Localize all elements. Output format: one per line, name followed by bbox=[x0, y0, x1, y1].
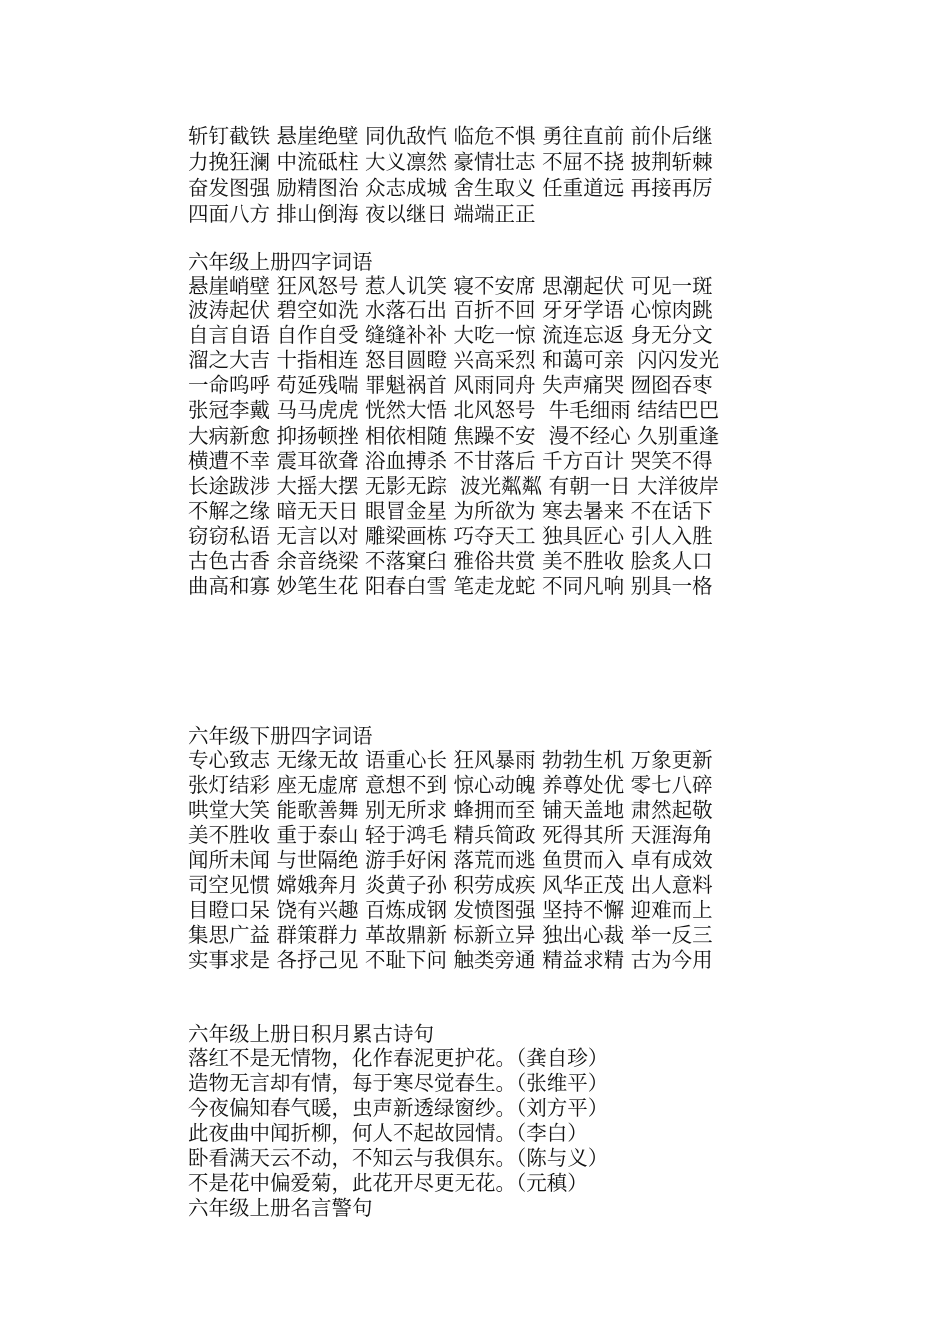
idiom-line: 自言自语 自作自受 缝缝补补 大吃一惊 流连忘返 身无分文 bbox=[188, 323, 713, 347]
idiom-line: 目瞪口呆 饶有兴趣 百炼成钢 发愤图强 坚持不懈 迎难而上 bbox=[188, 898, 713, 922]
idiom-line: 实事求是 各抒己见 不耻下问 触类旁通 精益求精 古为今用 bbox=[188, 948, 713, 972]
idiom-line: 溜之大吉 十指相连 怒目圆瞪 兴高采烈 和蔼可亲 闪闪发光 bbox=[188, 348, 720, 372]
idiom-line: 张灯结彩 座无虚席 意想不到 惊心动魄 养尊处优 零七八碎 bbox=[188, 773, 713, 797]
idiom-line: 哄堂大笑 能歌善舞 别无所求 蜂拥而至 铺天盖地 肃然起敬 bbox=[188, 798, 713, 822]
idiom-line: 张冠李戴 马马虎虎 恍然大悟 北风怒号 牛毛细雨 结结巴巴 bbox=[188, 398, 720, 422]
idiom-line: 波涛起伏 碧空如洗 水落石出 百折不回 牙牙学语 心惊肉跳 bbox=[188, 298, 713, 322]
section-heading-quotes: 六年级上册名言警句 bbox=[188, 1196, 373, 1220]
idiom-line: 曲高和寡 妙笔生花 阳春白雪 笔走龙蛇 不同凡响 别具一格 bbox=[188, 574, 713, 598]
poem-line: 此夜曲中闻折柳，何人不起故园情。（李白） bbox=[188, 1121, 588, 1145]
idiom-line: 力挽狂澜 中流砥柱 大义凛然 豪情壮志 不屈不挠 披荆斩棘 bbox=[188, 150, 713, 174]
idiom-line: 闻所未闻 与世隔绝 游手好闲 落荒而逃 鱼贯而入 卓有成效 bbox=[188, 848, 713, 872]
poem-line: 落红不是无情物，化作春泥更护花。（龚自珍） bbox=[188, 1046, 609, 1070]
idiom-line: 美不胜收 重于泰山 轻于鸿毛 精兵简政 死得其所 天涯海角 bbox=[188, 823, 713, 847]
document-page bbox=[188, 0, 928, 1344]
idiom-line: 长途跋涉 大摇大摆 无影无踪 波光粼粼 有朝一日 大洋彼岸 bbox=[188, 474, 720, 498]
idiom-line: 奋发图强 励精图治 众志成城 舍生取义 任重道远 再接再厉 bbox=[188, 176, 713, 200]
idiom-line: 古色古香 余音绕梁 不落窠臼 雅俗共赏 美不胜收 脍炙人口 bbox=[188, 549, 713, 573]
idiom-line: 司空见惯 嫦娥奔月 炎黄子孙 积劳成疾 风华正茂 出人意料 bbox=[188, 873, 713, 897]
idiom-line: 集思广益 群策群力 革故鼎新 标新立异 独出心裁 举一反三 bbox=[188, 923, 713, 947]
idiom-line: 大病新愈 抑扬顿挫 相依相随 焦躁不安 漫不经心 久别重逢 bbox=[188, 424, 720, 448]
idiom-line: 横遭不幸 震耳欲聋 浴血搏杀 不甘落后 千方百计 哭笑不得 bbox=[188, 449, 713, 473]
section-heading-poems: 六年级上册日积月累古诗句 bbox=[188, 1022, 434, 1046]
section-heading-upper: 六年级上册四字词语 bbox=[188, 250, 373, 274]
idiom-line: 不解之缘 暗无天日 眼冒金星 为所欲为 寒去暑来 不在话下 bbox=[188, 499, 713, 523]
poem-line: 不是花中偏爱菊，此花开尽更无花。（元稹） bbox=[188, 1171, 588, 1195]
idiom-line: 专心致志 无缘无故 语重心长 狂风暴雨 勃勃生机 万象更新 bbox=[188, 748, 713, 772]
section-heading-lower: 六年级下册四字词语 bbox=[188, 724, 373, 748]
idiom-line: 四面八方 排山倒海 夜以继日 端端正正 bbox=[188, 202, 536, 226]
idiom-line: 斩钉截铁 悬崖绝壁 同仇敌忾 临危不惧 勇往直前 前仆后继 bbox=[188, 124, 713, 148]
idiom-line: 悬崖峭壁 狂风怒号 惹人讥笑 寝不安席 思潮起伏 可见一斑 bbox=[188, 274, 713, 298]
poem-line: 卧看满天云不动，不知云与我俱东。（陈与义） bbox=[188, 1146, 609, 1170]
idiom-line: 窃窃私语 无言以对 雕梁画栋 巧夺天工 独具匠心 引人入胜 bbox=[188, 524, 713, 548]
poem-line: 今夜偏知春气暖，虫声新透绿窗纱。（刘方平） bbox=[188, 1096, 609, 1120]
idiom-line: 一命呜呼 苟延残喘 罪魁祸首 风雨同舟 失声痛哭 囫囵吞枣 bbox=[188, 373, 713, 397]
poem-line: 造物无言却有情，每于寒尽觉春生。（张维平） bbox=[188, 1071, 609, 1095]
